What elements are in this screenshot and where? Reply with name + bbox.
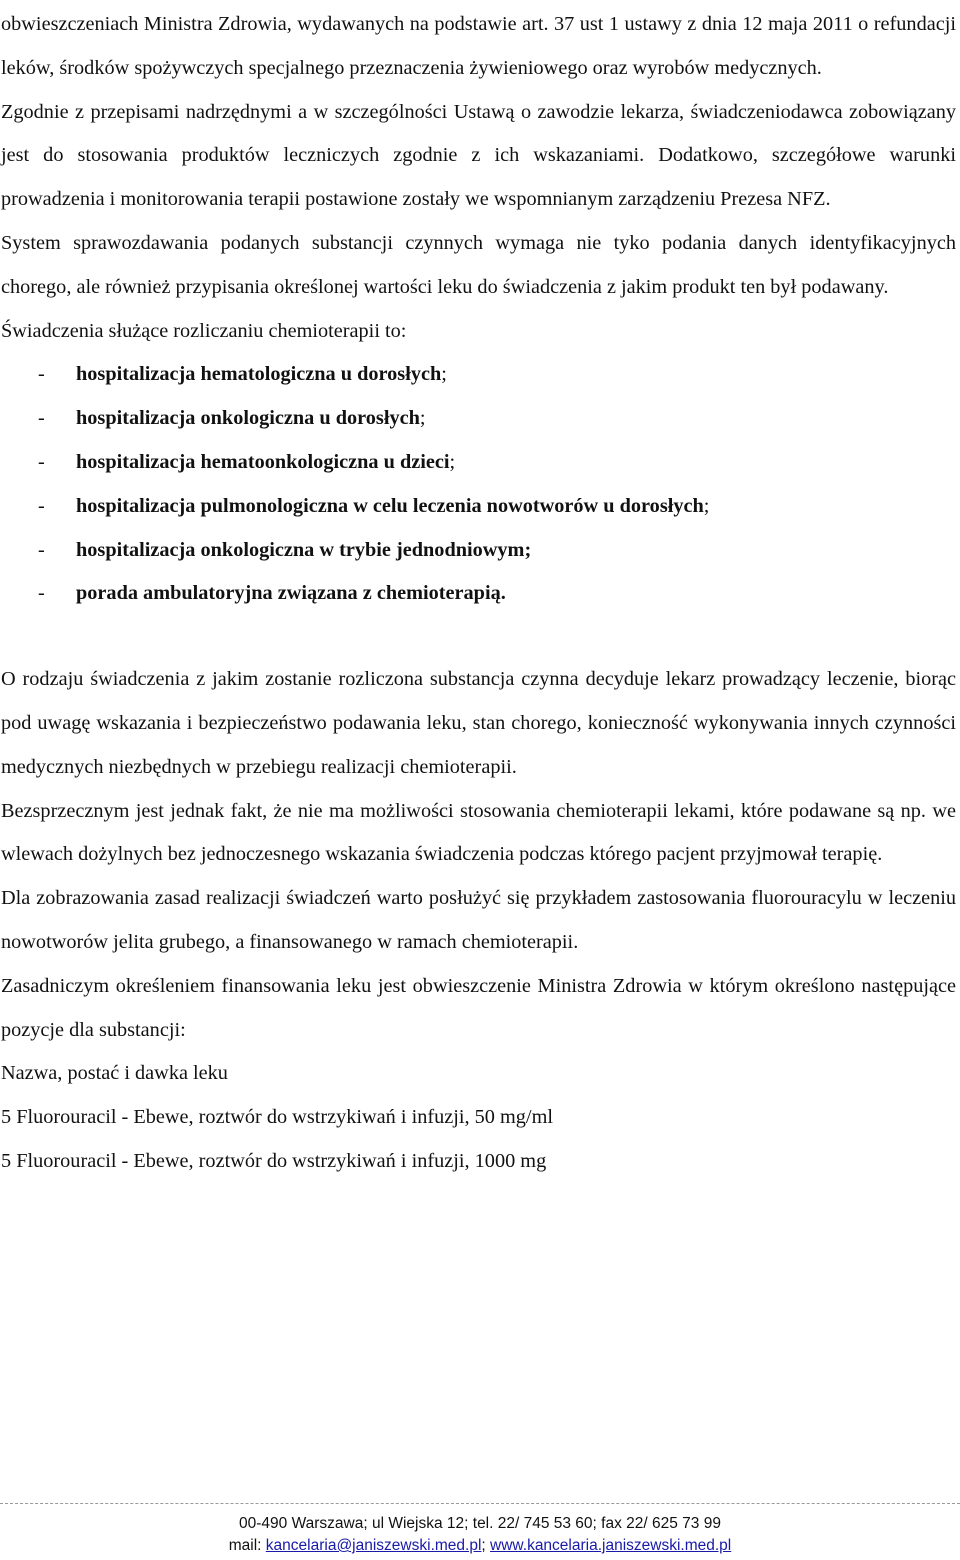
website-link[interactable]: www.kancelaria.janiszewski.med.pl (490, 1537, 732, 1554)
paragraph: System sprawozdawania podanych substancji czynnych wymaga nie tyko podania danych identyfikacyjnych chorego, ale również przypisania określonej wartości leku do świadczenia z jakim produkt ten był podawany. (1, 231, 956, 298)
footer-separator: ; (481, 1537, 491, 1554)
paragraph: Zgodnie z przepisami nadrzędnymi a w szczególności Ustawą o zawodzie lekarza, świadczeniodawca zobowiązany jest do stosowania produktów leczniczych zgodnie z ich wskazaniami. Dodatkowo, szczegółowe warunki prowadzenia i monitorowania terapii postawione zostały we wspomnianym zarządzeniu Prezesa NFZ. (1, 100, 956, 211)
drug-table-header: Nazwa, postać i dawka leku (1, 1062, 228, 1085)
list-item-text: hospitalizacja hematologiczna u dorosłych (76, 363, 442, 386)
email-link[interactable]: kancelaria@janiszewski.med.pl (265, 1537, 482, 1554)
footer-address: 00-490 Warszawa; ul Wiejska 12; tel. 22/ 745 53 60; fax 22/ 625 73 99 (239, 1515, 721, 1532)
list-item-suffix: ; (441, 363, 447, 386)
list-item-suffix: ; (703, 494, 710, 517)
services-list (1, 353, 956, 616)
paragraph: Bezsprzecznym jest jednak fakt, że nie ma możliwości stosowania chemioterapii lekami, które podawane są np. we wlewach dożylnych bez jednoczesnego wskazania świadczenia podczas którego pacjent przyjmował terapię. (1, 799, 956, 866)
paragraph: Zasadniczym określeniem finansowania leku jest obwieszczenie Ministra Zdrowia w którym określono następujące pozycje dla substancji: (1, 974, 956, 1041)
list-dash: - (38, 582, 45, 605)
list-item (1, 485, 956, 529)
list-item-text: hospitalizacja hematoonkologiczna u dzieci (76, 450, 450, 473)
list-item-suffix: ; (449, 450, 456, 473)
footer-contact (0, 1535, 960, 1557)
list-dash: - (38, 538, 45, 561)
list-item (1, 529, 956, 573)
footer-divider (0, 1503, 960, 1504)
paragraph: obwieszczeniach Ministra Zdrowia, wydawanych na podstawie art. 37 ust 1 ustawy z dnia 12 maja 2011 o refundacji leków, środków spożywczych specjalnego przeznaczenia żywieniowego oraz wyrobów medycznych. (1, 13, 956, 79)
spacer (1, 616, 956, 658)
list-dash: - (38, 407, 45, 430)
list-dash: - (38, 494, 45, 517)
document-body (1, 3, 956, 1184)
list-item-text: hospitalizacja onkologiczna u dorosłych (76, 407, 420, 430)
list-item-text: hospitalizacja pulmonologiczna w celu leczenia nowotworów u dorosłych (76, 494, 704, 517)
list-item-text: porada ambulatoryjna związana z chemioterapią. (76, 582, 506, 605)
list-intro: Świadczenia służące rozliczaniu chemioterapii to: (1, 319, 407, 342)
list-dash: - (38, 450, 45, 473)
drug-entry: 5 Fluorouracil - Ebewe, roztwór do wstrzykiwań i infuzji, 50 mg/ml (1, 1106, 553, 1129)
list-item (1, 353, 956, 397)
list-item-suffix: ; (419, 407, 426, 430)
paragraph: O rodzaju świadczenia z jakim zostanie rozliczona substancja czynna decyduje lekarz prowadzący leczenie, biorąc pod uwagę wskazania i bezpieczeństwo podawania leku, stan chorego, konieczność wykonywania innych czynności medycznych niezbędnych w przebiegu realizacji chemioterapii. (1, 668, 956, 778)
list-item (1, 572, 956, 616)
drug-entry: 5 Fluorouracil - Ebewe, roztwór do wstrzykiwań i infuzji, 1000 mg (1, 1149, 547, 1172)
footer-mail-label: mail: (228, 1537, 266, 1554)
list-dash: - (38, 363, 45, 386)
list-item-text: hospitalizacja onkologiczna w trybie jednodniowym; (76, 538, 532, 561)
list-item (1, 397, 956, 441)
list-item (1, 441, 956, 485)
paragraph: Dla zobrazowania zasad realizacji świadczeń warto posłużyć się przykładem zastosowania fluorouracylu w leczeniu nowotworów jelita grubego, a finansowanego w ramach chemioterapii. (1, 887, 956, 953)
page-footer (0, 1513, 960, 1557)
